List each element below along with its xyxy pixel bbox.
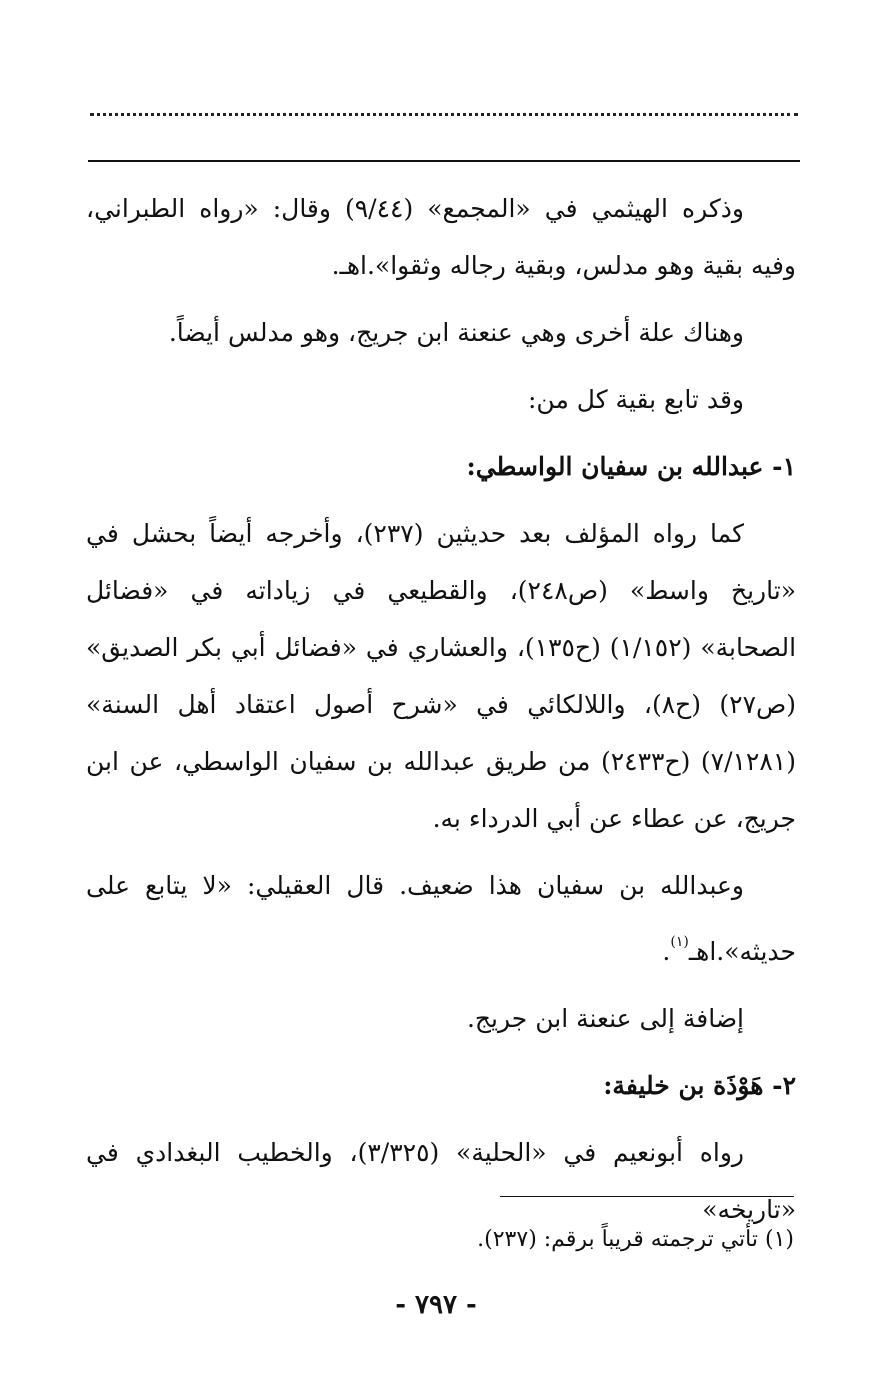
section-heading-1: ١- عبدالله بن سفيان الواسطي: (466, 452, 796, 481)
paragraph-second-defect: وهناك علة أخرى وهي عنعنة ابن جريج، وهو مدلس أيضاً. (168, 318, 744, 347)
section2-paragraph-1: رواه أبونعيم في «الحلية» (٣/٣٢٥)، والخطيب البغدادي في «تاريخه» (86, 1138, 796, 1224)
section1-paragraph-2-end: . (662, 937, 671, 966)
footnote-separator (500, 1196, 794, 1197)
paragraph-haythami: وذكره الهيثمي في «المجمع» (٩/٤٤) وقال: «رواه الطبراني، وفيه بقية وهو مدلس، وبقية رجاله وثقوا».اهـ. (86, 194, 796, 280)
header-rule (88, 160, 800, 162)
page-number: - ٧٩٧ - (395, 1290, 477, 1320)
paragraph-followers: وقد تابع بقية كل من: (527, 385, 744, 414)
section1-paragraph-2 (86, 857, 796, 980)
footnote-marker: (١) (670, 934, 689, 950)
section1-paragraph-2-text: وعبدالله بن سفيان هذا ضعيف. قال العقيلي: «لا يتابع على حديثه».اهـ (86, 871, 796, 966)
section-heading-2: ٢- هَوْذَة بن خليفة: (603, 1071, 796, 1100)
section1-paragraph-3: إضافة إلى عنعنة ابن جريج. (466, 1004, 744, 1033)
header-dotted-line (90, 113, 798, 116)
section1-paragraph-1: كما رواه المؤلف بعد حديثين (٢٣٧)، وأخرجه أيضاً بحشل في «تاريخ واسط» (ص٢٤٨)، والقطيعي في زياداته في «فضائل الصحابة» (١/١٥٢) (ح١٣٥)، والعشاري في «فضائل أبي بكر الصديق» (ص٢٧) (ح٨)، واللالكائي في «شرح أصول اعتقاد أهل السنة» (٧/١٢٨١) (ح٢٤٣٣) من طريق عبدالله بن سفيان الواسطي، عن ابن جريج، عن عطاء عن أبي الدرداء به. (86, 519, 797, 833)
body-text (86, 180, 796, 1248)
footnote: (١) تأتي ترجمته قريباً برقم: (٢٣٧). (477, 1227, 794, 1252)
